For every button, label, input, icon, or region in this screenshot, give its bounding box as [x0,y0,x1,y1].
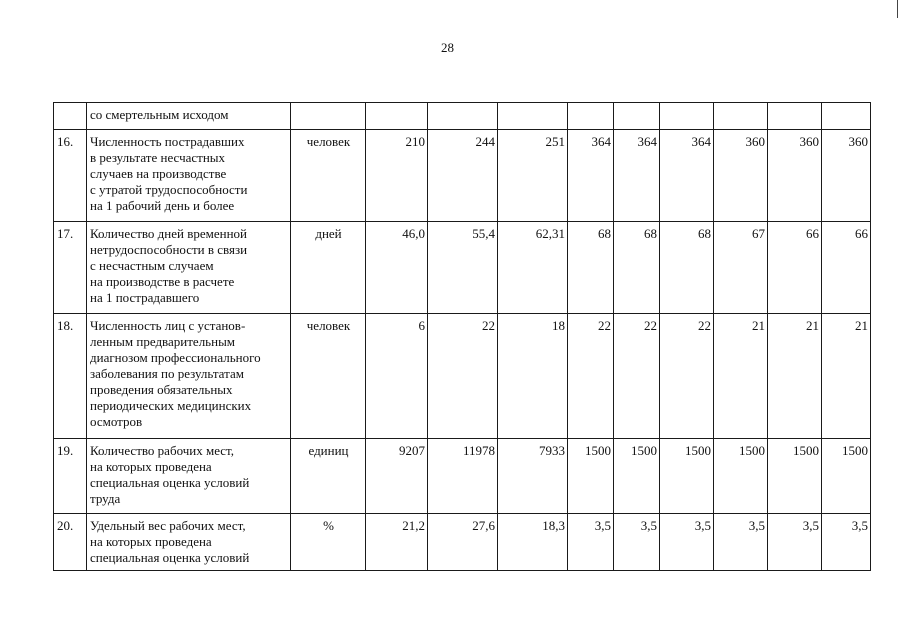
description-line: осмотров [90,414,143,429]
value-cell: 22 [568,314,614,439]
description-line: периодических медицинских [90,398,252,413]
description-line: труда [90,491,121,506]
value-cell: 1500 [660,439,714,514]
value-cell: 11978 [428,439,498,514]
value-cell: 27,6 [428,514,498,571]
value-cell: 68 [568,222,614,314]
value-cell: 1500 [714,439,768,514]
table-row-continuation [54,103,871,130]
description-line: на которых проведена [90,534,212,549]
description-line: в результате несчастных [90,150,226,165]
value-cell: 7933 [498,439,568,514]
value-cell: 364 [614,130,660,222]
description-line: ленным предварительным [90,334,236,349]
row-unit-cell: единиц [291,439,366,514]
row-number-cell [54,103,87,130]
row-description-cell [87,103,291,130]
row-number-cell: 18. [54,314,87,439]
value-cell: 21,2 [366,514,428,571]
description-line: с несчастным случаем [90,258,214,273]
description-line: на производстве в расчете [90,274,235,289]
description-line: со смертельным исходом [90,107,229,122]
value-cell: 3,5 [768,514,822,571]
description-line: на 1 рабочий день и более [90,198,235,213]
value-cell [660,103,714,130]
description-line: Численность лиц с установ- [90,318,246,333]
description-line: заболевания по результатам [90,366,244,381]
value-cell: 66 [822,222,871,314]
value-cell: 68 [614,222,660,314]
value-cell [428,103,498,130]
value-cell [768,103,822,130]
value-cell: 3,5 [714,514,768,571]
description-line: проведения обязательных [90,382,233,397]
value-cell: 18 [498,314,568,439]
value-cell: 360 [768,130,822,222]
value-cell [822,103,871,130]
indicators-table [53,102,871,571]
row-unit-cell: человек [291,314,366,439]
row-unit-cell: дней [291,222,366,314]
value-cell [614,103,660,130]
description-line: Удельный вес рабочих мест, [90,518,246,533]
value-cell: 3,5 [614,514,660,571]
value-cell: 21 [714,314,768,439]
row-description-cell [87,439,291,514]
value-cell: 18,3 [498,514,568,571]
value-cell: 3,5 [822,514,871,571]
description-line: Количество дней временной [90,226,248,241]
description-line: специальная оценка условий [90,475,250,490]
description-line: случаев на производстве [90,166,227,181]
description-line: на которых проведена [90,459,212,474]
value-cell: 1500 [568,439,614,514]
description-line: на 1 пострадавшего [90,290,200,305]
value-cell: 55,4 [428,222,498,314]
row-description-cell [87,222,291,314]
value-cell [366,103,428,130]
value-cell: 21 [822,314,871,439]
value-cell: 3,5 [568,514,614,571]
value-cell [714,103,768,130]
row-unit-cell [291,103,366,130]
table-row [54,514,871,571]
value-cell: 46,0 [366,222,428,314]
value-cell: 66 [768,222,822,314]
value-cell: 22 [614,314,660,439]
table-row [54,130,871,222]
value-cell: 360 [714,130,768,222]
value-cell: 244 [428,130,498,222]
value-cell: 1500 [614,439,660,514]
row-number-cell: 20. [54,514,87,571]
row-description-cell [87,514,291,571]
row-unit-cell: % [291,514,366,571]
row-unit-cell: человек [291,130,366,222]
row-description-cell [87,314,291,439]
value-cell [498,103,568,130]
description-line: специальная оценка условий [90,550,250,565]
value-cell: 9207 [366,439,428,514]
value-cell: 68 [660,222,714,314]
value-cell: 22 [428,314,498,439]
row-description-cell [87,130,291,222]
value-cell: 22 [660,314,714,439]
value-cell: 364 [568,130,614,222]
value-cell: 251 [498,130,568,222]
value-cell: 3,5 [660,514,714,571]
page-number: 28 [441,40,454,55]
value-cell: 6 [366,314,428,439]
row-number-cell: 19. [54,439,87,514]
description-line: Численность пострадавших [90,134,245,149]
description-line: нетрудоспособности в связи [90,242,248,257]
row-number-cell: 17. [54,222,87,314]
description-line: с утратой трудоспособности [90,182,248,197]
description-line: Количество рабочих мест, [90,443,235,458]
value-cell: 1500 [822,439,871,514]
value-cell: 210 [366,130,428,222]
value-cell: 360 [822,130,871,222]
value-cell: 21 [768,314,822,439]
value-cell: 62,31 [498,222,568,314]
page-edge-mark [897,0,898,18]
table-row [54,222,871,314]
description-line: диагнозом профессионального [90,350,261,365]
table-row [54,439,871,514]
value-cell: 364 [660,130,714,222]
row-number-cell: 16. [54,130,87,222]
value-cell: 67 [714,222,768,314]
value-cell [568,103,614,130]
value-cell: 1500 [768,439,822,514]
table-row [54,314,871,439]
